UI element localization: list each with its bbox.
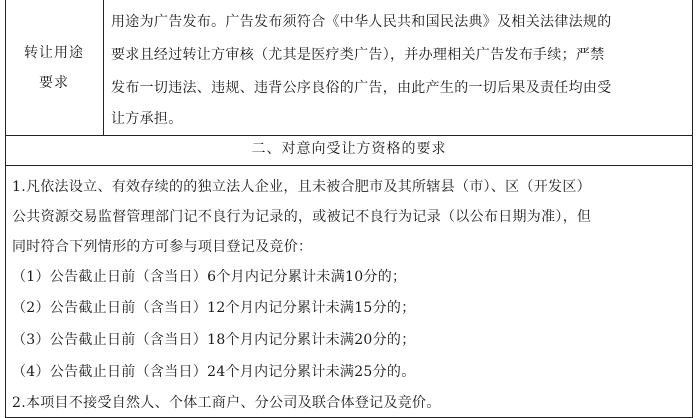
row-divider-2 (5, 165, 693, 166)
usage-requirement-line-1: 用途为广告发布。广告发布须符合《中华人民共和国民法典》及相关法律法规的 (111, 14, 612, 30)
qualification-item-3: （3）公告截止日前（含当日）18个月内记分累计未满20分的； (12, 332, 416, 348)
section-title: 二、对意向受让方资格的要求 (251, 141, 447, 157)
transfer-usage-label-cell (5, 0, 103, 135)
qualification-line-2: 公共资源交易监督管理部门记不良行为记录的，或被记不良行为记录（以公布日期为准），但 (12, 209, 592, 225)
qualification-item-2: （2）公告截止日前（含当日）12个月内记分累计未满15分的； (12, 300, 416, 316)
usage-requirement-line-2: 要求且经过转让方审核（尤其是医疗类广告），并办理相关广告发布手续；严禁 (111, 47, 605, 63)
transfer-usage-label-line2: 要求 (39, 74, 69, 91)
row-divider-1 (5, 135, 693, 136)
usage-requirement-line-4: 让方承担。 (111, 111, 183, 127)
label-column-divider (103, 0, 104, 135)
qualification-item-1: （1）公告截止日前（含当日）6个月内记分累计未满10分的； (12, 269, 407, 285)
qualification-item-4: （4）公告截止日前（含当日）24个月内记分累计未满25分的。 (12, 364, 416, 380)
usage-requirement-line-3: 发布一切违法、违规、违背公序良俗的广告，由此产生的一切后果及责任均由受 (111, 80, 612, 96)
document-table (5, 0, 693, 418)
qualification-line-3: 同时符合下列情形的方可参与项目登记及竞价： (12, 239, 313, 255)
qualification-line-final: 2.本项目不接受自然人、个体工商户、分公司及联合体登记及竞价。 (12, 395, 441, 411)
table-border-right (692, 0, 693, 418)
qualification-line-1: 1.凡依法设立、有效存续的的独立法人企业，且未被合肥市及其所辖县（市）、区（开发区） (12, 179, 591, 195)
transfer-usage-label-line1: 转让用途 (24, 44, 84, 61)
